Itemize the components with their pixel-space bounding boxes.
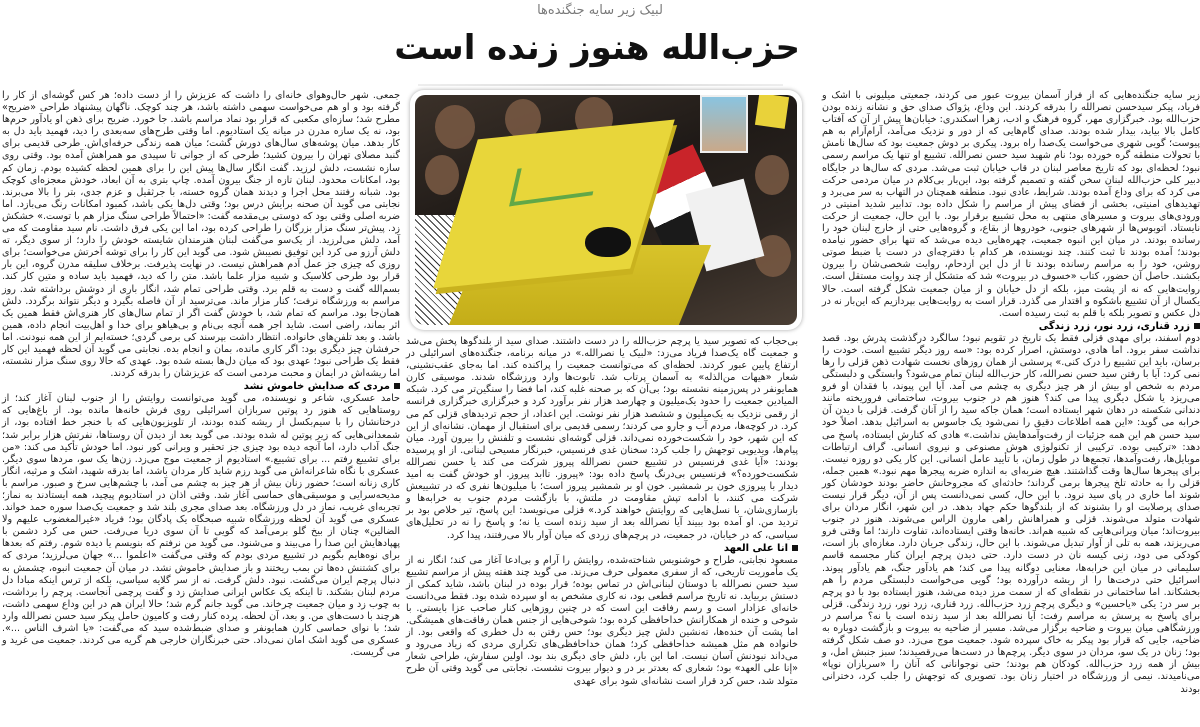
square-bullet-icon [1194,323,1200,329]
section-body: دوم اسفند، برای مهدی قزلی فقط یک تاریخ در تقویم نبود؛ سالگرد درگذشت پدرش بود. قصد نداشت سفر برود. اما هادی، دوستش، اصرار کرده بود: «سه روز دیگر تشییع است. خودت را برسان، باید این تشییع را درک کنی.» پرسشی از همان روزهای نخست شهادت ذهن قزلی را رها نمی کرد: آیا با رفتن سید حسن نصرالله، کار حزب‌الله لبنان تمام می‌شود؟ وابستگی و دلبستگی مردم به شخص او بیش از هر چیز دیگری به چشم می آمد. آیا این پیوند، با فقدان او فرو می‌ریزد یا شکل دیگری پیدا می کند؟ هنوز هم در جنوب بیروت، ساختمانی فروریخته مانند دندانی شکسته در دهان شهر ایستاده است؛ همان جاکه سید را از آنان گرفت. قزلی با دیدن آن خرابه می گوید: «این همه اطلاعات دقیق را نمی‌شود یک جاسوس به اسرائیل بدهد. اصلاً خود سید حسن هم این همه جزئیات از رفت‌وآمدهایش نداشت.» هادی که کنارش ایستاده، پاسخ می دهد: «ترکیبی بوده. ترکیبی از تکنولوژی هوش مصنوعی و نیروی انسانی. گراف ارتباطات موبایل‌ها، رفت‌وآمدها، تجمع‌ها در طول زمان، با تأیید عامل انسانی. این کار یکی دو روزه نیست. برای پیجرها سال‌ها وقت گذاشتند. هیچ ضربه‌ای به اندازه ضربه پیجرها مهم نبود.» همین جمله، قزلی را به حادثه تلخ پیجرها برمی گرداند؛ حادثه‌ای که مجروحانش حاضر بودند خودشان کور شوند اما خاری در پای سید نرود. با این حال، کسی نمی‌دانست پس از آن، دیگر قرار نیست صدای پرصلابت او را بشنوند که از بلندگوها حکم جهاد بدهد. در این شهر، انگار مردان برای شهادت متولد می‌شوند. قزلی و همراهانش راهی مارون الراس می‌شوند. هنوز در جنوب بیروت‌اند؛ میان ویرانی‌هایی که شبیه هم‌اند. خانه‌ها وقتی ایستاده‌اند، تفاوت دارند؛ اما وقتی فرو می‌ریزند، همه به تلی از آوار تبدیل می‌شوند. با این حال، زندگی جریان دارد. مغازه‌ای باز است، کودکی می دود، زنی کیسه نان در دست دارد. حتی دیدن پرچم ایران کنار مجسمه قاسم سلیمانی در میان این خرابه‌ها، معنایی دوگانه پیدا می کند؛ هم یادآور جنگ، هم یادآور پیوند. اسرائیل حتی درخت‌ها را از ریشه درآورده بود؛ گویی می‌خواست دلبستگی مردم را هم بخشکاند. اما ساختمانی در نقطه‌ای که از سمت مرز دیده می‌شد، هنوز ایستاده بود با دو پرچم بر سر در: یکی «یاحسین» و دیگری پرچم زرد حزب‌الله. زرد قناری، زرد نور، زرد زندگی. قزلی برای پاسخ به پرسش به مراسم رفت: آیا نصرالله بعد از سید زنده است یا نه؟ مراسم در ورزشگاهی میان بیروت و ضاحیه برگزار می‌شد. مسیر از ضاحیه به بیروت و بازگشت دوباره به ضاحیه، جایی که قرار بود پیکر به خاک سپرده شود. جمعیت موج می‌زد. دو صف شکل گرفته بود؛ زنان در یک سو، مردان در سوی دیگر. پرچم‌ها در دست‌ها می‌رقصیدند؛ سبز جنبش امل، و بیش از همه زرد حزب‌الله. کودکان هم بودند؛ حتی نوجوانانی که آنان را «سربازان نوپا» می‌نامیدند. نیمی از ورزشگاه در اختیار زنان بود. تصویری که توجهش را جلب کرد، دخترانی بودند [822,332,1200,695]
crowd-figure [435,105,475,149]
square-bullet-icon [394,383,400,389]
section-body: مسعود نجابتی، طراح و خوشنویس شناخته‌شده، روایتش را آرام و بی‌ادعا آغاز می کند؛ انگار نه از یک مأموریت تاریخی، که از سفری معمولی حرف می‌زند. می گوید چند هفته پیش از مراسم تشییع سید حسن نصرالله با دوستان لبنانی‌اش در تماس بوده؛ قرار بوده در لبنان باشد، شاید کمکی از دستش بربیاید. نه تاریخ مراسم قطعی بود، نه کاری مشخص به او سپرده شده بود. فقط می‌دانست خانه‌ای عزادار است و رسم رفاقت این است که در چنین روزهایی کنار صاحب عزا بایستی. با شوخی و خنده از همکارانش خداحافظی کرده بود؛ شوخی‌هایی از جنس همان رفاقت‌های همیشگی. اما پشت آن خنده‌ها، ته‌نشین دلش چیز دیگری بود؛ حس رفتن به دل خطری که واقعی بود. از خانواده هم مثل همیشه خداحافظی کرد؛ همان خداحافظی‌های تکراری مردی که زیاد می‌رود و می‌داند نبودنش آسان نیست. اما این بار، دلش جای دیگری بند بود. اولین سفارش، طراحی شعار «إنا علی العهد» بود؛ شعاری که بعدتر بر در و دیوار بیروت نشست. نجابتی می گوید وقتی آن طرح متولد شد، حس کرد قرار است نشانه‌ای شود برای عهدی [406,554,798,687]
article-intro: زیر سایه جنگنده‌هایی که از فراز آسمان بیروت عبور می کردند، جمعیتی میلیونی با اشک و فریاد، پیکر سیدحسن نصرالله را بدرقه کردند. این وداع، پژواک صدای حق و نشانه زنده بودن حزب‌الله بود. خبرگزاری مهر، گروه فرهنگ و ادب، زهرا اسکندری: خیابان‌ها پیش از آن که آفتاب کامل بالا بیاید، بیدار شده بودند. صدای گام‌هایی که از دور و نزدیک می‌آمد، آرام‌آرام به هم پیوست؛ گویی شهری می‌خواست یک‌صدا راه برود. پیکری بر دوش جمعیت بود که سال‌ها نامش با تحولات منطقه گره خورده بود؛ نام شهید سید حسن نصرالله. تشییع او تنها یک مراسم رسمی نبود؛ لحظه‌ای بود که تاریخ معاصر لبنان در قاب خیابان ثبت می‌شد. مردی که سال‌ها در جایگاه دبیر کلی حزب‌الله لبنان سخن گفته و تصمیم گرفته بود، این‌بار بی‌کلام در میان مردمی حرکت می کرد که برای وداع آمده بودند. شرایط، عادی نبود. منطقه همچنان در التهاب به سر می‌برد و تهدیدهای امنیتی، بخشی از فضای پیش از مراسم را شکل داده بود. تدابیر شدید امنیتی در ورودی‌های بیروت و مسیرهای منتهی به محل تشییع برقرار بود. با این حال، جمعیت از حرکت نایستاد. اتوبوس‌ها از شهرهای جنوبی، خودروها از بقاع، و گروه‌هایی حتی از خارج لبنان خود را رسانده بودند. در میان این انبوه جمعیت، چهره‌هایی دیده می‌شد که تنها برای حضور نیامده بودند؛ آمده بودند تا ثبت کنند. چند نویسنده، هر کدام با دفترچه‌ای در دست یا ضبط صوتی روشن، خود را به مراسم رسانده بودند تا از دل این ازدحام، روایت شخصی‌شان را بیرون بکشند. حاصل آن حضور، کتاب «خسوف در بیروت» شد که متشکل از چند روایت مستقل است. روایت‌هایی که نه از پشت میز، بلکه از دل خیابان و از میان جمعیت شکل گرفته است. حالا یکسال از آن تشییع باشکوه و اقتدار می گذرد. قرار است به روایت‌هایی بپردازیم که این‌بار نه در دل عکس و تصویر بلکه با قلم به ثبت رسیده است. [822,90,1200,319]
section-heading-text: مردی که صدایش خاموش نشد [243,381,390,393]
article-kicker: لبیک زیر سایه جنگنده‌ها [537,3,663,18]
section-body: حامد عسکری، شاعر و نویسنده، می گوید می‌توانست روایتش را از جنوب لبنان آغاز کند؛ از روستاهایی که هنوز رد پوتین سربازان اسرائیلی روی فرش خانه‌ها مانده بود. از باغ‌هایی که درختانشان را با سیم‌بکسل از ریشه کنده بودند، از تلویزیون‌هایی که با خنجر خط افتاده بود، از شمعدانی‌هایی که زیر پوتین له شده بودند. می گوید بعد از دیدن آن روستاها، نفرتش هزار برابر شد؛ جنگ آداب دارد، اما آنچه دیده بود چیزی جز تحقیر و ویرانی کور نبود. اما خودش تأکید می کند: «من برای تشییع رفتم ... برای تشییع.» استادیوم از جمعیت موج می‌زد. زن‌ها یک سو، مردها سوی دیگر. عسکری با نگاه شاعرانه‌اش می گوید رزم شاید کار مردان باشد، اما بدرقه شهید، اشک و مرثیه، انگار کاری زنانه است؛ حضور زنان بیش از هر چیز به چشم می آمد، با چشم‌هایی سرخ و صبور. مراسم با مدیحه‌سرایی و موسیقی‌های حماسی آغاز شد. وقتی اذان در استادیوم پیچید، همه ایستادند به نماز؛ تجربه‌ای غریب، نماز در دل ورزشگاه. بعد صدای مجری بلند شد و جمعیت یک‌صدا سوره حمد خواند. عسکری می گوید آن لحظه ورزشگاه شبیه صبحگاه یک پادگان بود؛ فریاد «غیرالمغضوب علیهم ولا الضالین» چنان از بیخ گلو برمی‌آمد که گویی تا آن سوی دریا می‌رفت. حس می کرد دشمن با پهپادهایش این صدا را می‌بیند و می‌شنود. می گوید من نرفتم که بنویسم یا دیده شوم. رفتم که بعدها برای نوه‌هایم بگویم در تشییع مردی بودم که وقتی می‌گفت «اعلموا ...» جهان می‌لرزید؛ مردی که برای کشتنش ده‌ها تن بمب ریختند و باز صدایش خاموش نشد. در میان آن جمعیت انبوه، چشمش به دنبال پرچم ایران می‌گشت. نبود. دلش گرفت. نه از سر گلایه سیاسی، بلکه از ترس اینکه مبادا دل مردم لبنان بشکند. تا اینکه یک عکاس ایرانی صدایش زد و گفت پرچمی آنجاست. پرچم را برداشت، به چوب زد و میان جمعیت چرخاند. می گوید جانم گرم شد؛ حالا ایران هم در این وداع سهمی داشت، هرچند با دست‌های من. و بعد، آن لحظه. پرده کنار رفت و کامیون حامل پیکر سید حسن نصرالله وارد شد؛ با نوای حماسی کارن همایونفر و صدای ضبط‌شده سید که می‌گفت: «یا اشرف الناس ...». عسکری می گوید اشک امان نمی‌داد. حتی خبرنگاران خارجی هم گریه می کردند. جمعیت می غرید و می گریست. [2,393,400,659]
section-heading [406,542,798,555]
article-column-right [822,90,1200,696]
article-headline: حزب‌الله هنوز زنده است [400,24,800,72]
article-photo [415,95,797,325]
black-turban [585,227,631,257]
section-body: جمعی. شهر حال‌وهوای خانه‌ای را داشت که عزیزش را از دست داده؛ هر کس گوشه‌ای از کار را گرفته بود و او هم می‌خواست سهمی داشته باشد، هر چند کوچک. ناگهان پیشنهاد طراحی «ضریح» مطرح شد؛ سازه‌ای مکعبی که قرار بود نماد مراسم باشد. جا خورد. ضریح برای ذهن او یادآور حرم‌ها بود، نه یک سازه مدرن در میانه یک استادیوم. اما وقتی طرح‌های سه‌بعدی را دید، فهمید باید دل به کار بدهد. میان پوشه‌های سال‌های دورش گشت؛ میان همه زندگی حرفه‌ای‌اش. طرحی قدیمی برای گنبد مصلای تهران را بیرون کشید؛ طرحی که از جوانی تا سپیدی مو همراهش آمده بود. وقتی روی سازه نشست، دلش لرزید. گفت انگار سال‌ها پیش این را برای همین لحظه کشیده بودم. زمان کم بود، امکانات محدود. لبنان تازه از جنگ بیرون آمده. چاپ بتری به آن ابعاد، خودش معجزه‌ای کوچک بود. شبانه رفتند محل اجرا و دیدند همان گروه خسته، با جرثقیل و عزم جدی، بتر را بالا می‌برند. نجابتی می گوید آن صحنه برایش درس بود؛ وقتی دل‌ها یکی باشد، کمبود امکانات رنگ می‌بازد. اما ضربه اصلی وقتی بود که دوستی بی‌مقدمه گفت: «احتمالاً طراحی سنگ مزار هم با توست.» خشکش زد. پیش‌تر سنگ مزار بزرگان را طراحی کرده بود، اما این یکی فرق داشت. نام سید مقاومت که می آمد، دلش می‌لرزید. از یک‌سو می‌گفت لبنان هنرمندان شایسته خودش را دارد؛ از سوی دیگر، ته دلش آرزو می کرد این توفیق نصیبش شود. می گوید این کار را برای توشه آخرتش می‌خواست؛ برای روزی که چیزی جز عمل آدم همراهش نیست. در نهایت پذیرفت. برخلاف سلیقه مدرن گروه، این بار قرار بود طرحی کلاسیک و شبیه مزار علما باشد. متن را که دید، فهمید باید ساده و متین کار کند. بسم‌الله گفت و دست به قلم برد. وقتی طراحی تمام شد، انگار باری از دوشش برداشته شد. روز مراسم به ورزشگاه نرفت؛ کنار مزار ماند. می‌ترسید از آن فاصله بگیرد و دیگر نتواند برگردد. دلش همان‌جا بود. مراسم که تمام شد، با خودش گفت اگر از تمام سال‌های کار هنری‌اش فقط همین یک اثر بماند، راضی است. شاید اجر همه آنچه بی‌نام و بی‌هیاهو برای خدا و اهل‌بیت انجام داده، همین باشد. و بعد تلفن‌های خانواده. انتظار داشت بپرسند کی برمی گردی؛ خسته‌ایم از این همه نبودنت. اما حرفشان چیز دیگری بود: اگر کاری مانده، بمان و انجام بده. نجابتی می گوید آن لحظه فهمید این کار فقط یک طراحی نبود؛ عهدی بود که میان دل‌ها بسته شده بود. عهدی که حالا روی سنگ مزار نشسته، اما ریشه‌اش در ایمان و محبت مردمی است که عزیزشان را بدرقه کردند. [2,90,400,380]
section-heading [822,320,1200,333]
headline-divider [418,84,783,86]
article-photo-frame [410,90,802,330]
crowd-figure [425,155,459,195]
section-body: بی‌حجاب که تصویر سید یا پرچم حزب‌الله را در دست داشتند. صدای سید از بلندگوها پخش می‌شد و جمعیت گاه یک‌صدا فریاد می‌زد: «لبیک یا نصرالله.» در میانه برنامه، جنگنده‌های اسرائیلی در ارتفاع پایین عبور کردند. لحظه‌ای که می‌توانست جمعیت را پراکنده کند. اما به‌جای عقب‌نشینی، شعار «هیهات من‌الذله» به آسمان پرتاب شد. تابوت‌ها وارد ورزشگاه شدند. موسیقی کارن همایونفر در پس‌زمینه نشسته بود؛ بی‌آن که بر صحنه غلبه کند، اما فضا را سنگین‌تر می کرد. شبکه المیادین جمعیت را حدود یک‌میلیون و چهارصد هزار نفر برآورد کرد و خبرگزاری خبرگزاری فرانسه از رقمی نزدیک به یک‌میلیون و ششصد هزار نفر نوشت. این اعداد، از حجم تردیدهای قزلی کم می کرد. در کوچه‌ها، مردم آب و جارو می کردند؛ رسمی قدیمی برای استقبال از مهمان. نشانه‌ای از این که این شهر، خود را شکست‌خورده نمی‌داند. قزلی گوشه‌ای نشست و تلفنش را بیرون آورد. میان پیام‌ها، ویدیویی توجهش را جلب کرد: سخنان غدی فرنسیس، خبرنگار مسیحی لبنانی. از او پرسیده بودند: «آیا غدی فرنسیس در تشییع حسن نصرالله پیروز شرکت می کند یا حسن نصرالله شکست‌خورده؟» فرنسیس بی‌درنگ پاسخ داده بود: «پیروز. تاابد پیروز. او خودش گفت به امید دیدار با پیروزی خون بر شمشیر. خون او بر شمشیر پیروز است؛ با میلیون‌ها نفری که در تشییعش شرکت می کنند، با ادامه تپش مقاومت در ملتش، با بازگشت مردم جنوب به خرابه‌ها و بازسازی‌شان، با نسل‌هایی که روایتش خواهند کرد.» قزلی می‌نویسد: این پاسخ، تیر خلاص بود بر تردید من. او آمده بود ببیند آیا نصرالله بعد از سید زنده است یا نه؛ و پاسخ را نه در تحلیل‌های سیاسی، که در خیابان، در جمعیت، در پرچم‌های زردی که میان آوار بالا می‌رفتند، پیدا کرد. [406,336,798,541]
section-heading-text: انا علی العهد [723,542,788,554]
yellow-flag [755,95,789,129]
section-heading [2,380,400,393]
article-column-left [2,90,400,659]
article-column-middle [406,336,798,688]
crowd-figure [755,155,789,195]
portrait-poster [700,95,748,153]
section-heading-text: زرد قناری، زرد نور، زرد زندگی [1038,320,1190,332]
square-bullet-icon [792,545,798,551]
